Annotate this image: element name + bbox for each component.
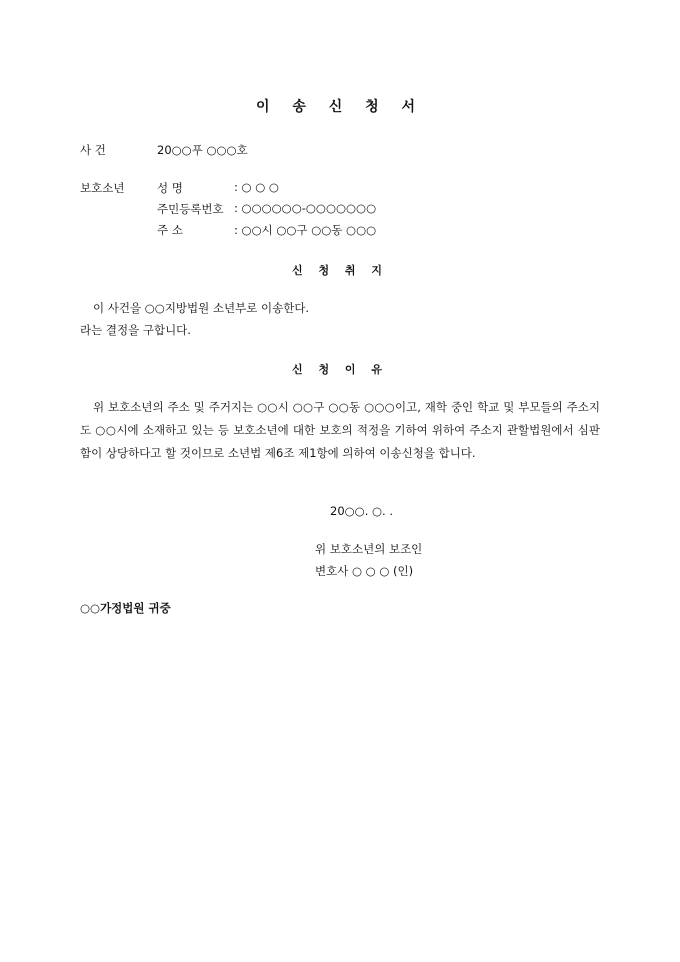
- case-label: 사 건: [80, 143, 106, 157]
- reason-heading: 신 청 이 유: [292, 363, 388, 376]
- document-date: 20○○. ○. .: [330, 504, 394, 518]
- name-label: 성 명: [157, 181, 183, 195]
- purpose-line-2: 라는 결정을 구합니다.: [80, 323, 191, 337]
- signer-line-1: 위 보호소년의 보조인: [315, 542, 423, 556]
- signer-line-2: 변호사 ○ ○ ○ (인): [315, 564, 414, 578]
- juvenile-label: 보호소년: [80, 181, 125, 195]
- address-label: 주 소: [157, 223, 183, 237]
- rrn-label: 주민등록번호: [157, 202, 224, 216]
- rrn-value: : ○○○○○○-○○○○○○○: [234, 201, 377, 215]
- name-value: : ○ ○ ○: [234, 180, 279, 194]
- purpose-heading: 신 청 취 지: [292, 264, 388, 277]
- purpose-line-1: 이 사건을 ○○지방법원 소년부로 이송한다.: [93, 301, 310, 315]
- address-value: : ○○시 ○○구 ○○동 ○○○: [234, 223, 377, 237]
- document-title: 이 송 신 청 서: [255, 99, 425, 115]
- reason-paragraph: 위 보호소년의 주소 및 주거지는 ○○시 ○○구 ○○동 ○○○이고, 재학 중인 학교 및 부모들의 주소지도 ○○시에 소재하고 있는 등 보호소년에 대한 보호의 적정을 기하여 위하여 주소지 관할법원에서 심판함이 상당하다고 할 것이므로 소년법 제6조 제1항에 의하여 이송신청을 합니다.: [80, 400, 600, 460]
- court-addressee: ○○가정법원 귀중: [80, 601, 171, 615]
- case-value: 20○○푸 ○○○호: [157, 143, 248, 157]
